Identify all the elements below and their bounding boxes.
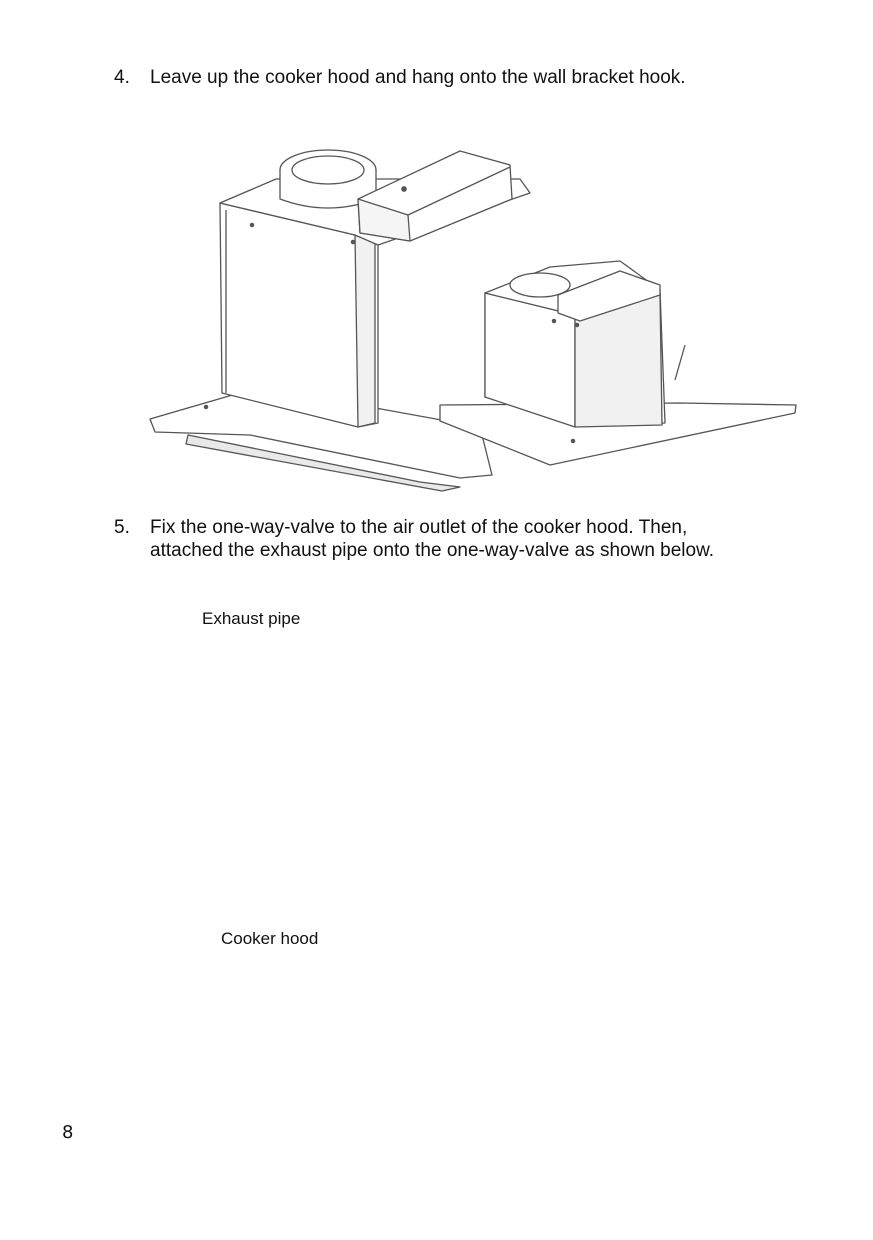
step-5 (114, 516, 834, 564)
step-text-line-2: attached the exhaust pipe onto the one-way-valve as shown below. (150, 540, 715, 561)
exhaust-pipe-illustration (140, 600, 810, 960)
cooker-hood-label: Cooker hood (221, 929, 319, 948)
step-text-line-1: Fix the one-way-valve to the air outlet of the cooker hood. Then, (150, 517, 688, 538)
exhaust-pipe-label: Exhaust pipe (202, 609, 301, 628)
step-4 (114, 66, 834, 90)
step-number: 4. (114, 67, 130, 88)
cooker-hood-wall-bracket-illustration (140, 135, 810, 500)
page-number: 8 (62, 1122, 74, 1143)
step-text: Leave up the cooker hood and hang onto the wall bracket hook. (150, 67, 686, 88)
step-number: 5. (114, 517, 130, 538)
